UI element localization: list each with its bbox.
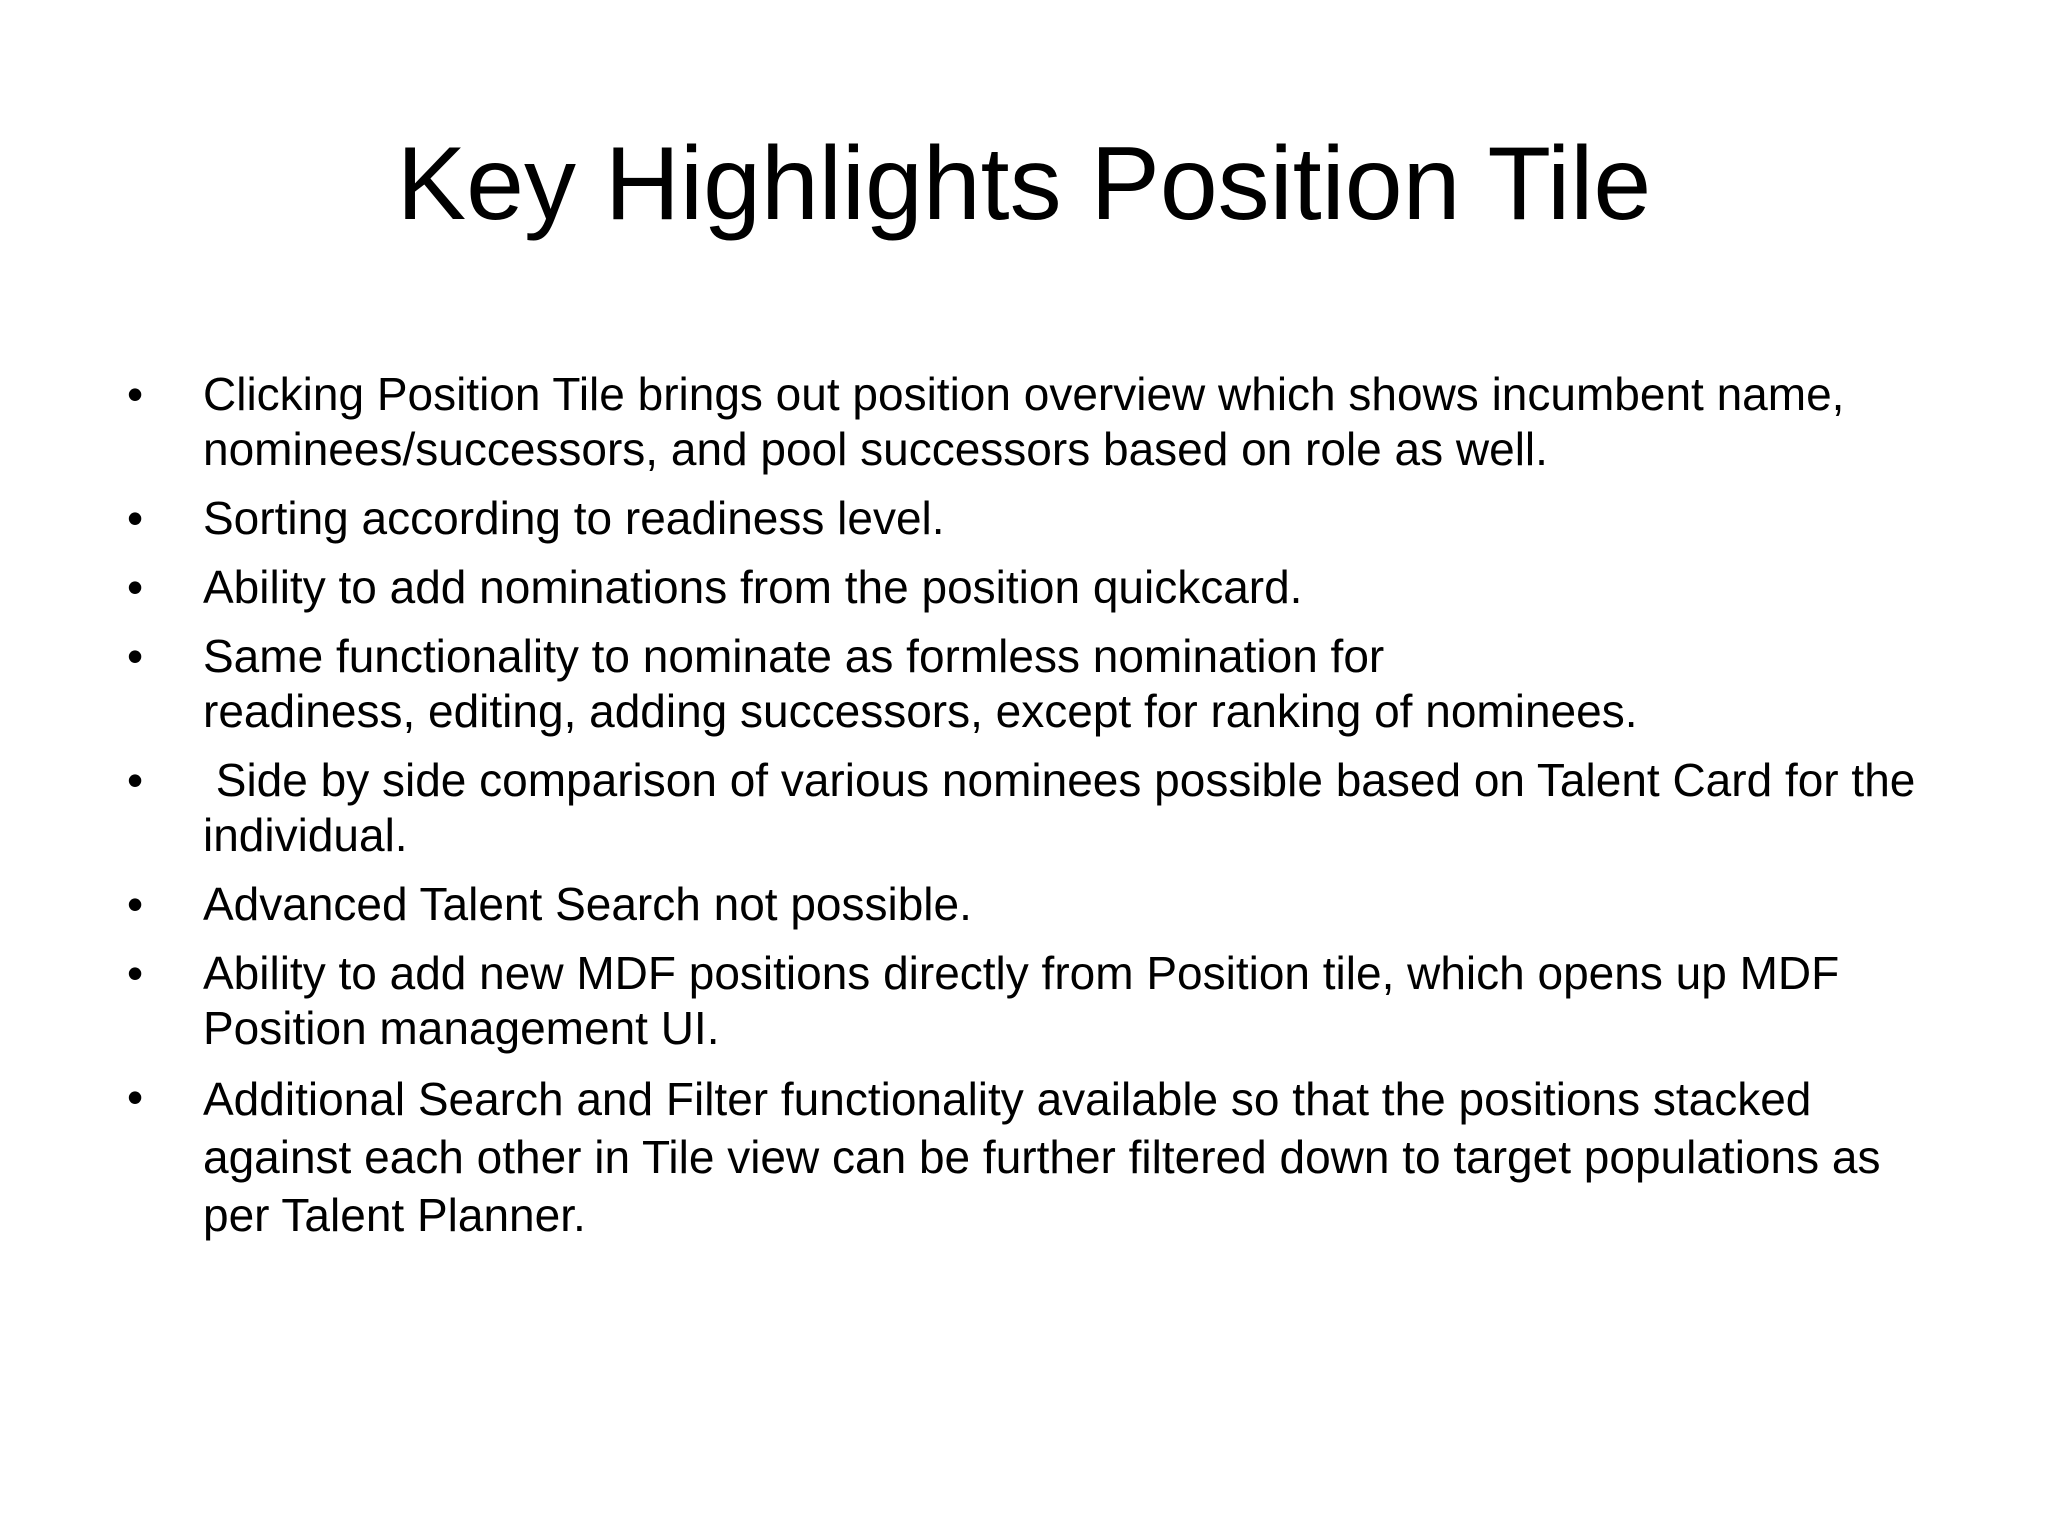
bullet-item [120, 877, 1950, 932]
bullet-icon: • [126, 754, 144, 806]
bullet-item [120, 946, 1950, 1056]
bullet-icon: • [126, 878, 144, 930]
bullet-icon: • [126, 1071, 144, 1123]
bullet-text: Additional Search and Filter functionality available so that the positions stacked against each other in Tile view can be further filtered down to target populations as per Talent Planner. [203, 1073, 1894, 1241]
bullet-item [120, 1070, 1950, 1244]
bullet-item [120, 629, 1950, 739]
bullet-text: Ability to add nominations from the position quickcard. [203, 561, 1303, 613]
bullet-icon: • [126, 492, 144, 544]
bullet-text: Ability to add new MDF positions directly from Position tile, which opens up MDF Position management UI. [203, 947, 1852, 1054]
bullet-item [120, 367, 1950, 477]
bullet-icon: • [126, 368, 144, 420]
bullet-icon: • [126, 561, 144, 613]
bullet-text: Sorting according to readiness level. [203, 492, 945, 544]
bullet-item [120, 753, 1950, 863]
slide-title: Key Highlights Position Tile [396, 126, 1652, 242]
bullet-list [120, 367, 1950, 1258]
bullet-item [120, 560, 1950, 615]
bullet-text: Side by side comparison of various nominees possible based on Talent Card for the individual. [203, 754, 1929, 861]
bullet-item [120, 491, 1950, 546]
bullet-text: Same functionality to nominate as formless nomination for readiness, editing, adding successors, except for ranking of nominees. [203, 630, 1638, 737]
bullet-text: Advanced Talent Search not possible. [203, 878, 972, 930]
bullet-icon: • [126, 630, 144, 682]
bullet-icon: • [126, 947, 144, 999]
bullet-text: Clicking Position Tile brings out position overview which shows incumbent name, nominees/successors, and pool successors based on role as well. [203, 368, 1858, 475]
